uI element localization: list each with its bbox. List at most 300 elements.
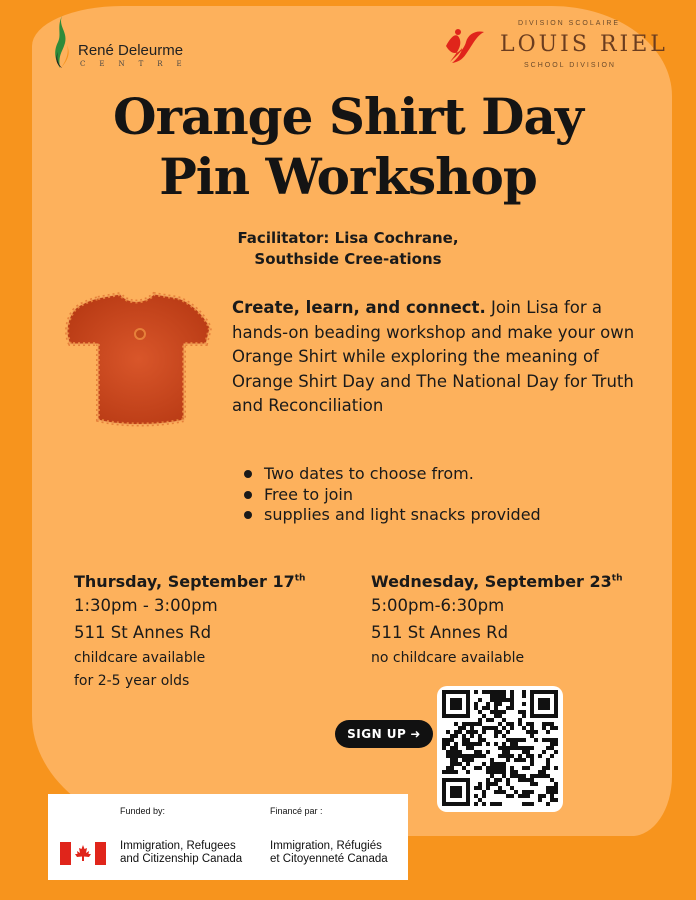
- session-2-time: 5:00pm-6:30pm: [371, 596, 505, 615]
- qr-module: [454, 770, 458, 774]
- qr-module: [446, 750, 450, 754]
- qr-module: [498, 702, 502, 706]
- qr-module: [482, 726, 486, 730]
- qr-module: [534, 774, 538, 778]
- qr-module: [514, 758, 518, 762]
- qr-module: [454, 722, 458, 726]
- qr-module: [474, 706, 478, 710]
- rene-deleurme-flame-icon: [52, 12, 74, 70]
- qr-module: [526, 794, 530, 798]
- qr-module: [522, 794, 526, 798]
- qr-module: [486, 786, 490, 790]
- qr-module: [510, 698, 514, 702]
- qr-module: [526, 766, 530, 770]
- qr-module: [466, 722, 470, 726]
- title-line-1: Orange Shirt Day: [113, 87, 583, 146]
- qr-module: [458, 726, 462, 730]
- qr-module: [474, 786, 478, 790]
- qr-module: [530, 782, 534, 786]
- qr-module: [450, 758, 454, 762]
- qr-module: [498, 770, 502, 774]
- qr-module: [474, 730, 478, 734]
- qr-module: [542, 770, 546, 774]
- qr-module: [478, 738, 482, 742]
- qr-module: [498, 698, 502, 702]
- intro-lead: Create, learn, and connect.: [232, 298, 486, 317]
- qr-module: [478, 742, 482, 746]
- qr-module: [506, 722, 510, 726]
- qr-module: [450, 738, 454, 742]
- facilitator-line-1: Facilitator: Lisa Cochrane,: [237, 229, 459, 247]
- qr-module: [530, 762, 534, 766]
- qr-module: [510, 706, 514, 710]
- qr-module: [502, 746, 506, 750]
- qr-module: [502, 726, 506, 730]
- qr-module: [462, 734, 466, 738]
- qr-module: [482, 754, 486, 758]
- qr-module: [554, 742, 558, 746]
- qr-module: [554, 726, 558, 730]
- qr-module: [522, 778, 526, 782]
- qr-module: [474, 742, 478, 746]
- qr-module: [506, 738, 510, 742]
- qr-module: [446, 770, 450, 774]
- qr-module: [538, 794, 542, 798]
- list-item: Two dates to choose from.: [242, 464, 541, 485]
- qr-module: [498, 694, 502, 698]
- qr-module: [550, 794, 554, 798]
- qr-module: [450, 698, 462, 710]
- qr-module: [550, 754, 554, 758]
- qr-module: [498, 762, 502, 766]
- qr-module: [546, 802, 550, 806]
- qr-module: [550, 726, 554, 730]
- qr-module: [526, 750, 530, 754]
- qr-module: [490, 718, 494, 722]
- qr-module: [494, 802, 498, 806]
- louis-riel-bottom-text: SCHOOL DIVISION: [524, 62, 616, 69]
- qr-module: [462, 758, 466, 762]
- qr-module: [494, 762, 498, 766]
- qr-module: [506, 782, 510, 786]
- qr-module: [446, 738, 450, 742]
- qr-module: [502, 694, 506, 698]
- qr-module: [478, 722, 482, 726]
- qr-module: [494, 734, 498, 738]
- qr-module: [506, 746, 510, 750]
- qr-module: [510, 742, 514, 746]
- qr-module: [478, 786, 482, 790]
- qr-module: [454, 730, 458, 734]
- qr-module: [502, 766, 506, 770]
- qr-module: [526, 754, 530, 758]
- qr-module: [482, 714, 486, 718]
- qr-module: [494, 742, 498, 746]
- facilitator-line-2: Southside Cree-ations: [254, 250, 442, 268]
- qr-module: [450, 734, 454, 738]
- qr-module: [498, 690, 502, 694]
- qr-module: [454, 762, 458, 766]
- qr-module: [538, 770, 542, 774]
- qr-module: [530, 790, 534, 794]
- qr-module: [498, 786, 502, 790]
- qr-module: [470, 746, 474, 750]
- qr-module: [498, 778, 502, 782]
- qr-module: [530, 774, 534, 778]
- qr-module: [530, 734, 534, 738]
- louis-riel-name: LOUIS RIEL: [500, 32, 668, 57]
- qr-module: [466, 762, 470, 766]
- qr-module: [510, 746, 514, 750]
- qr-module: [478, 734, 482, 738]
- qr-module: [510, 702, 514, 706]
- qr-module: [454, 750, 458, 754]
- sign-up-label: SIGN UP: [347, 727, 407, 741]
- qr-module: [522, 746, 526, 750]
- qr-module: [474, 690, 478, 694]
- dept-fr-line-2: et Citoyenneté Canada: [270, 853, 388, 865]
- qr-module: [442, 738, 446, 742]
- qr-module: [530, 758, 534, 762]
- qr-module: [442, 742, 446, 746]
- qr-module: [474, 754, 478, 758]
- qr-module: [506, 730, 510, 734]
- qr-module: [450, 786, 462, 798]
- dept-en-line-1: Immigration, Refugees: [120, 840, 236, 852]
- qr-module: [490, 758, 494, 762]
- qr-module: [466, 742, 470, 746]
- qr-module: [486, 702, 490, 706]
- qr-module: [462, 754, 466, 758]
- qr-module: [470, 742, 474, 746]
- qr-module: [450, 746, 454, 750]
- qr-module: [506, 794, 510, 798]
- qr-module: [494, 710, 498, 714]
- qr-module: [498, 714, 502, 718]
- qr-module: [522, 694, 526, 698]
- qr-module: [482, 706, 486, 710]
- qr-module: [494, 694, 498, 698]
- session-2-date: Wednesday, September 23th: [371, 572, 623, 591]
- qr-module: [546, 786, 550, 790]
- qr-module: [490, 774, 494, 778]
- qr-module: [514, 742, 518, 746]
- qr-module: [518, 710, 522, 714]
- qr-module: [522, 690, 526, 694]
- qr-module: [542, 774, 546, 778]
- qr-module: [518, 738, 522, 742]
- qr-module: [518, 722, 522, 726]
- intro-paragraph: [232, 296, 652, 419]
- qr-module: [482, 790, 486, 794]
- qr-module: [494, 706, 498, 710]
- session-1-note-2: for 2-5 year olds: [74, 673, 190, 689]
- qr-module: [514, 738, 518, 742]
- qr-module: [494, 714, 498, 718]
- qr-module: [510, 690, 514, 694]
- finance-par-label: Financé par :: [270, 806, 323, 816]
- qr-code-image[interactable]: [442, 690, 558, 806]
- qr-module: [482, 794, 486, 798]
- qr-module: [542, 726, 546, 730]
- qr-module: [518, 746, 522, 750]
- qr-module: [554, 738, 558, 742]
- qr-module: [502, 718, 506, 722]
- qr-module: [530, 802, 534, 806]
- louis-riel-top-text: DIVISION SCOLAIRE: [518, 20, 621, 27]
- session-1-time: 1:30pm - 3:00pm: [74, 596, 218, 615]
- qr-module: [490, 694, 494, 698]
- qr-module: [486, 718, 490, 722]
- qr-module: [522, 714, 526, 718]
- beaded-orange-shirt-image: [58, 284, 218, 434]
- qr-module: [510, 794, 514, 798]
- qr-module: [526, 746, 530, 750]
- qr-module: [518, 758, 522, 762]
- funded-by-label: Funded by:: [120, 806, 166, 816]
- session-1-note-1: childcare available: [74, 650, 206, 666]
- louis-riel-figure-icon: [442, 26, 488, 64]
- qr-module: [506, 758, 510, 762]
- qr-module: [534, 730, 538, 734]
- qr-module: [502, 774, 506, 778]
- qr-module: [458, 730, 462, 734]
- qr-module: [542, 722, 546, 726]
- qr-module: [490, 766, 494, 770]
- qr-module: [542, 738, 546, 742]
- qr-module: [554, 786, 558, 790]
- qr-module: [542, 750, 546, 754]
- qr-module: [498, 790, 502, 794]
- session-2-note-1: no childcare available: [371, 650, 525, 666]
- qr-module: [454, 742, 458, 746]
- qr-module: [522, 790, 526, 794]
- qr-module: [522, 710, 526, 714]
- qr-module: [486, 706, 490, 710]
- qr-module: [470, 730, 474, 734]
- qr-module: [494, 770, 498, 774]
- qr-module: [446, 742, 450, 746]
- qr-module: [458, 750, 462, 754]
- qr-module: [478, 710, 482, 714]
- qr-module: [502, 770, 506, 774]
- qr-module: [490, 770, 494, 774]
- qr-module: [538, 754, 542, 758]
- qr-module: [494, 790, 498, 794]
- qr-module: [518, 754, 522, 758]
- list-item: supplies and light snacks provided: [242, 505, 541, 526]
- sign-up-button[interactable]: [335, 720, 433, 748]
- feature-list: [242, 464, 541, 526]
- qr-module: [482, 762, 486, 766]
- qr-module: [506, 778, 510, 782]
- qr-module: [550, 786, 554, 790]
- qr-module: [490, 802, 494, 806]
- title-line-2: Pin Workshop: [159, 147, 537, 206]
- qr-module: [554, 798, 558, 802]
- qr-module: [486, 742, 490, 746]
- qr-module: [514, 770, 518, 774]
- qr-module: [510, 786, 514, 790]
- qr-module: [554, 782, 558, 786]
- qr-module: [542, 766, 546, 770]
- qr-module: [442, 770, 446, 774]
- qr-module: [474, 802, 478, 806]
- qr-module: [526, 790, 530, 794]
- dept-en-line-2: and Citizenship Canada: [120, 853, 243, 865]
- qr-module: [454, 746, 458, 750]
- qr-module: [502, 762, 506, 766]
- qr-module: [510, 726, 514, 730]
- qr-module: [522, 750, 526, 754]
- qr-module: [494, 702, 498, 706]
- qr-module: [498, 722, 502, 726]
- qr-module: [474, 702, 478, 706]
- qr-module: [554, 790, 558, 794]
- qr-module: [526, 778, 530, 782]
- qr-module: [502, 742, 506, 746]
- qr-module: [478, 782, 482, 786]
- qr-module: [554, 750, 558, 754]
- qr-module: [450, 770, 454, 774]
- qr-module: [522, 726, 526, 730]
- qr-module: [534, 782, 538, 786]
- qr-module: [462, 742, 466, 746]
- qr-module: [450, 754, 454, 758]
- qr-module: [546, 762, 550, 766]
- qr-module: [466, 738, 470, 742]
- qr-module: [502, 690, 506, 694]
- qr-module: [450, 762, 454, 766]
- qr-module: [522, 702, 526, 706]
- qr-module: [486, 690, 490, 694]
- qr-module: [530, 722, 534, 726]
- qr-module: [506, 754, 510, 758]
- qr-module: [514, 774, 518, 778]
- qr-module: [522, 738, 526, 742]
- qr-module: [450, 766, 454, 770]
- dept-fr-line-1: Immigration, Réfugiés: [270, 840, 382, 852]
- session-1-address: 511 St Annes Rd: [74, 623, 212, 642]
- qr-module: [502, 734, 506, 738]
- qr-module: [494, 778, 498, 782]
- qr-module: [502, 710, 506, 714]
- qr-module: [550, 778, 554, 782]
- qr-module: [522, 758, 526, 762]
- qr-module: [478, 766, 482, 770]
- qr-module: [514, 746, 518, 750]
- qr-module: [486, 766, 490, 770]
- qr-module: [554, 766, 558, 770]
- qr-module: [474, 750, 478, 754]
- qr-module: [490, 726, 494, 730]
- qr-module: [522, 774, 526, 778]
- qr-module: [522, 802, 526, 806]
- qr-module: [478, 698, 482, 702]
- qr-module: [550, 738, 554, 742]
- qr-module: [530, 730, 534, 734]
- session-2-address: 511 St Annes Rd: [371, 623, 509, 642]
- funding-block: [48, 794, 408, 880]
- qr-module: [494, 726, 498, 730]
- qr-module: [486, 778, 490, 782]
- qr-module: [454, 754, 458, 758]
- qr-module: [482, 738, 486, 742]
- qr-module: [442, 746, 446, 750]
- qr-module: [530, 778, 534, 782]
- qr-module: [498, 754, 502, 758]
- qr-module: [546, 730, 550, 734]
- qr-module: [542, 794, 546, 798]
- qr-module: [526, 722, 530, 726]
- qr-module: [486, 782, 490, 786]
- qr-module: [458, 754, 462, 758]
- qr-module: [538, 698, 550, 710]
- qr-module: [502, 754, 506, 758]
- qr-module: [458, 762, 462, 766]
- qr-module: [474, 722, 478, 726]
- qr-module: [482, 730, 486, 734]
- qr-module: [490, 782, 494, 786]
- qr-module: [546, 746, 550, 750]
- qr-module: [478, 798, 482, 802]
- qr-module: [546, 774, 550, 778]
- qr-module: [474, 766, 478, 770]
- qr-module: [494, 690, 498, 694]
- qr-module: [530, 726, 534, 730]
- qr-module: [502, 698, 506, 702]
- qr-module: [502, 790, 506, 794]
- qr-module: [494, 698, 498, 702]
- qr-module: [546, 738, 550, 742]
- qr-module: [502, 750, 506, 754]
- qr-module: [490, 762, 494, 766]
- qr-module: [478, 754, 482, 758]
- qr-module: [466, 730, 470, 734]
- session-1-date: Thursday, September 17th: [74, 572, 306, 591]
- qr-module: [546, 758, 550, 762]
- qr-module: [494, 766, 498, 770]
- qr-module: [450, 750, 454, 754]
- qr-module: [474, 794, 478, 798]
- qr-module: [530, 746, 534, 750]
- qr-module: [550, 722, 554, 726]
- qr-module: [470, 754, 474, 758]
- rene-deleurme-name: René Deleurme: [78, 42, 184, 59]
- qr-module: [518, 774, 522, 778]
- qr-module: [466, 746, 470, 750]
- qr-module: [550, 790, 554, 794]
- list-item: Free to join: [242, 485, 541, 506]
- qr-module: [446, 730, 450, 734]
- qr-module: [482, 690, 486, 694]
- qr-module: [510, 738, 514, 742]
- qr-module: [466, 754, 470, 758]
- qr-module: [526, 802, 530, 806]
- qr-module: [454, 734, 458, 738]
- qr-module: [490, 690, 494, 694]
- qr-module: [530, 754, 534, 758]
- qr-module: [486, 726, 490, 730]
- qr-module: [490, 710, 494, 714]
- qr-module: [498, 746, 502, 750]
- qr-module: [498, 802, 502, 806]
- rene-deleurme-centre: CENTRE: [80, 60, 196, 68]
- qr-module: [510, 754, 514, 758]
- qr-module: [506, 698, 510, 702]
- qr-module: [446, 754, 450, 758]
- qr-module: [546, 790, 550, 794]
